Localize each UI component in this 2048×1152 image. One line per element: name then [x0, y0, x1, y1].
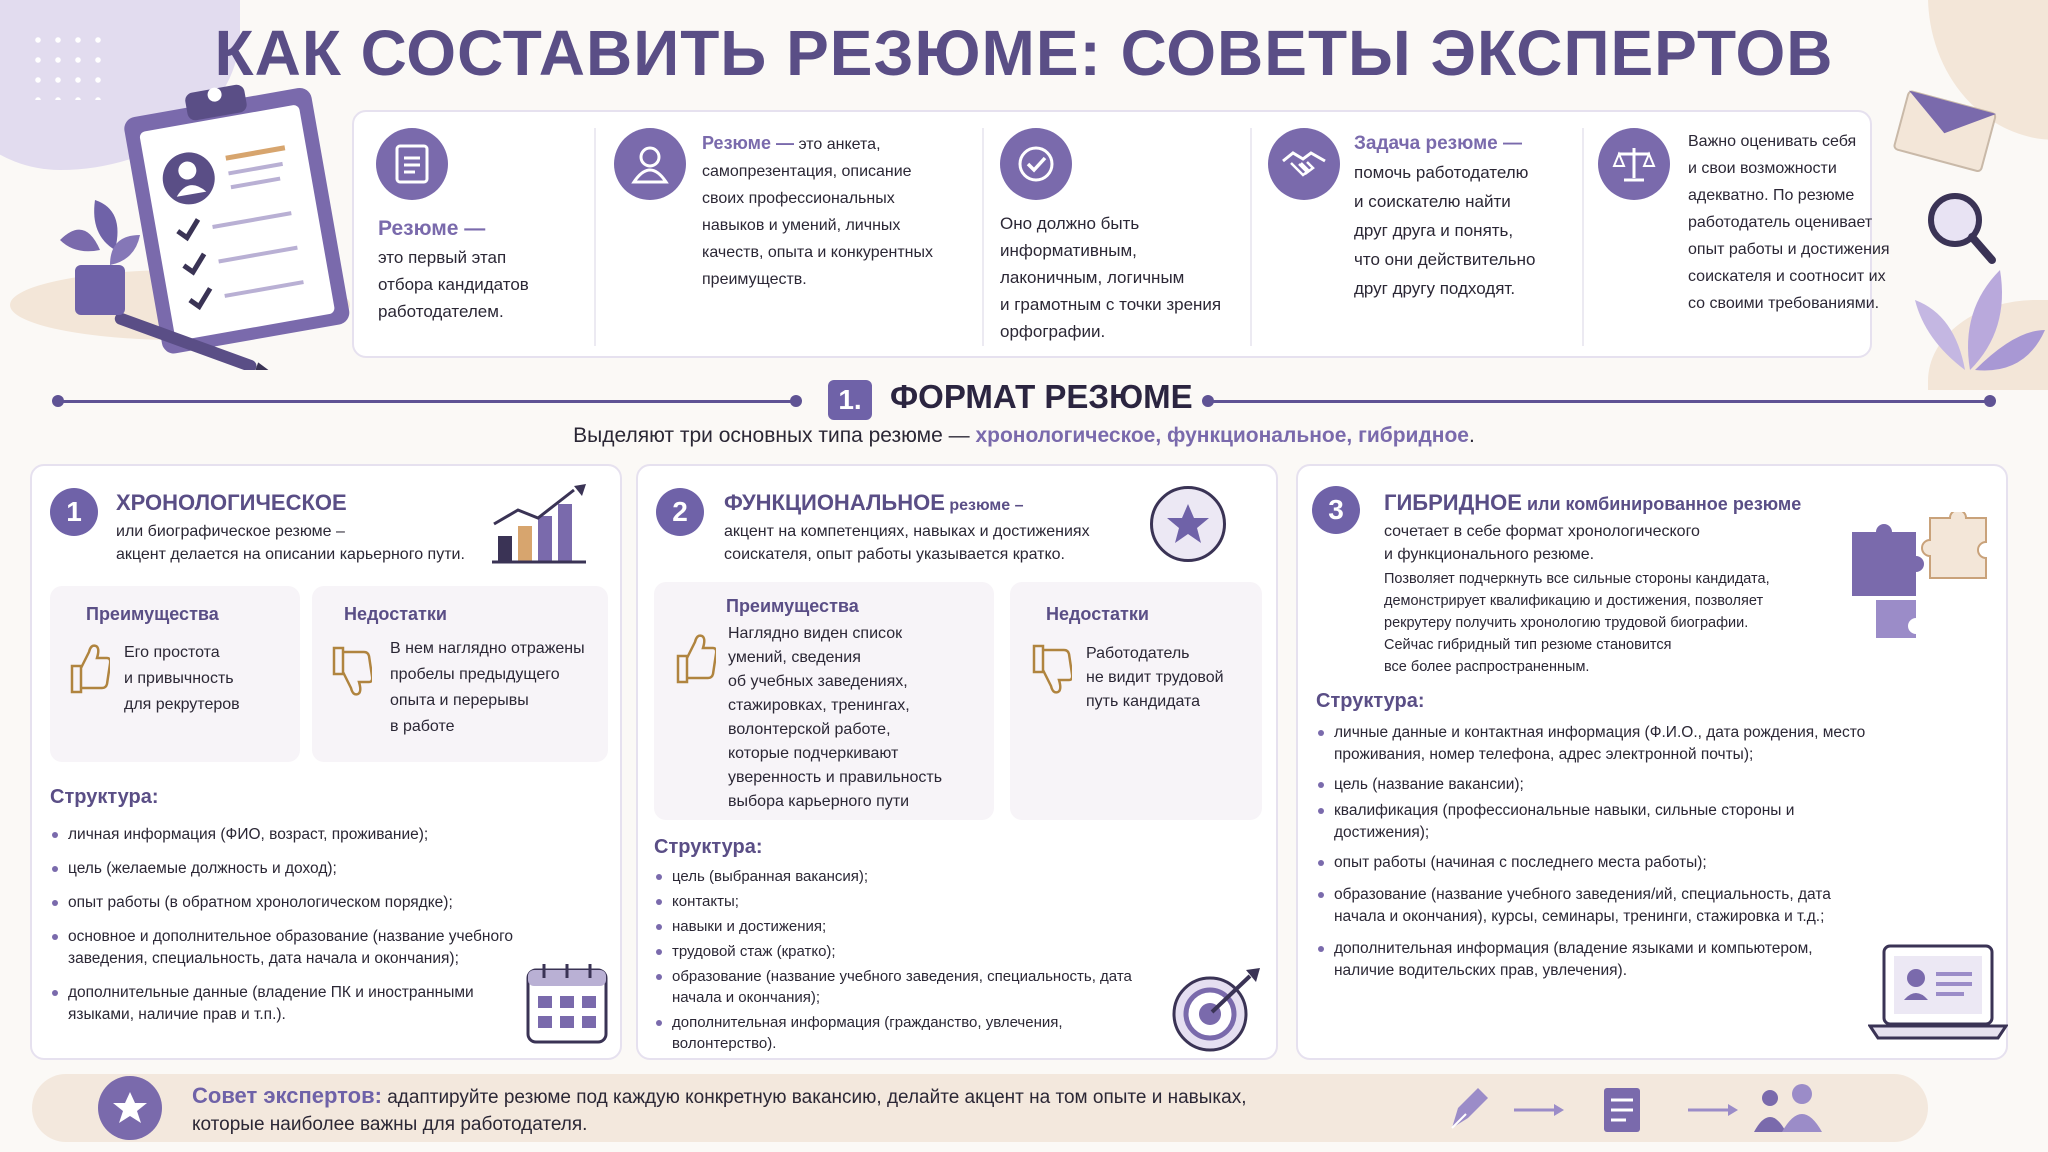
- process-icons: [1444, 1084, 1904, 1136]
- list-item: дополнительная информация (гражданство, увлечения, волонтерство).: [654, 1012, 1154, 1054]
- expert-tip-line: адаптируйте резюме под каждую конкретную вакансию, делайте акцент на том опыте и навыках,: [381, 1087, 1247, 1108]
- intro-text: и свои возможности: [1688, 160, 1837, 177]
- intro-text: отбора кандидатов: [378, 275, 529, 294]
- arrow-icon: [1514, 1104, 1564, 1116]
- intro-text: информативным,: [1000, 241, 1137, 260]
- cons-box: [312, 586, 608, 762]
- card-title-suffix: резюме –: [944, 497, 1024, 514]
- intro-text: лаконичным, логичным: [1000, 268, 1185, 287]
- section-line-dot: [790, 395, 802, 407]
- star-icon: [98, 1076, 162, 1140]
- handshake-icon: [1268, 128, 1340, 200]
- subtitle-accent: хронологическое, функциональное, гибридное: [975, 424, 1469, 447]
- intro-col1-head: Резюме —: [378, 217, 486, 240]
- card-desc: [724, 520, 1090, 566]
- document-icon: [376, 128, 448, 200]
- cons-line: В нем наглядно отражены: [390, 640, 585, 657]
- cons-box: [1010, 582, 1262, 820]
- target-icon: [1170, 966, 1266, 1052]
- intro-text: что они действительно: [1354, 250, 1536, 269]
- arrow-icon: [1688, 1104, 1738, 1116]
- intro-text: Оно должно быть: [1000, 214, 1140, 233]
- thumbs-down-icon: [330, 644, 372, 698]
- puzzle-icon: [1846, 512, 1996, 642]
- card-desc-line: рекрутеру получить хронологию трудовой биографии.: [1384, 615, 1749, 631]
- card-desc-line: Позволяет подчеркнуть все сильные стороны кандидата,: [1384, 571, 1770, 587]
- card-number: 3: [1312, 486, 1360, 534]
- card-title-row: [1384, 490, 1801, 516]
- scales-icon: [1598, 128, 1670, 200]
- section-line: [58, 400, 798, 403]
- divider: [1250, 128, 1252, 346]
- intro-text: качеств, опыта и конкурентных: [702, 244, 933, 261]
- subtitle-text: Выделяют три основных типа резюме —: [573, 424, 976, 447]
- intro-col2-head: Резюме —: [702, 133, 794, 153]
- card-functional: [636, 464, 1278, 1060]
- card-desc-line: и функционального резюме.: [1384, 546, 1595, 563]
- section-number: 1.: [828, 380, 872, 420]
- divider: [1582, 128, 1584, 346]
- intro-text: опыт работы и достижения: [1688, 241, 1890, 258]
- cons-line: опыта и перерывы: [390, 692, 529, 709]
- intro-col-5: [1598, 128, 1890, 342]
- intro-text: друг другу подходят.: [1354, 279, 1516, 298]
- pros-text: [124, 640, 240, 718]
- pros-line: стажировках, тренингах,: [728, 697, 910, 714]
- cons-line: путь кандидата: [1086, 693, 1201, 710]
- intro-text: навыков и умений, личных: [702, 217, 901, 234]
- intro-text: и грамотным с точки зрения: [1000, 295, 1222, 314]
- list-item: цель (название вакансии);: [1316, 774, 1876, 796]
- list-item: цель (желаемые должность и доход);: [50, 858, 550, 880]
- person-icon: [614, 128, 686, 200]
- intro-text: работодателем.: [378, 302, 504, 321]
- card-title: ГИБРИДНОЕ: [1384, 490, 1522, 515]
- list-item: дополнительная информация (владение языками и компьютером, наличие водительских прав, увлечения).: [1316, 938, 1876, 982]
- thumbs-up-icon: [68, 642, 110, 696]
- document-icon: [1604, 1088, 1640, 1132]
- structure-list: [654, 866, 1154, 1058]
- list-item: квалификация (профессиональные навыки, сильные стороны и достижения);: [1316, 800, 1876, 844]
- list-item: дополнительные данные (владение ПК и иностранными языками, наличие прав и т.п.).: [50, 982, 510, 1026]
- pros-line: для рекрутеров: [124, 696, 240, 713]
- list-item: трудовой стаж (кратко);: [654, 941, 1154, 962]
- pros-line: об учебных заведениях,: [728, 673, 908, 690]
- cons-line: в работе: [390, 718, 455, 735]
- thumbs-down-icon: [1030, 642, 1072, 696]
- intro-col-4: [1268, 128, 1586, 342]
- intro-text: помочь работодателю: [1354, 163, 1529, 182]
- structure-label: Структура:: [1316, 690, 1425, 712]
- pros-label: Преимущества: [726, 596, 859, 616]
- thumbs-up-icon: [674, 632, 716, 686]
- intro-text: со своими требованиями.: [1688, 295, 1880, 312]
- intro-col4-head: Задача резюме —: [1354, 133, 1522, 154]
- list-item: цель (выбранная вакансия);: [654, 866, 1154, 887]
- list-item: основное и дополнительное образование (название учебного заведения, специальность, дата начала и окончания);: [50, 926, 550, 970]
- section-line-dot: [52, 395, 64, 407]
- structure-list: [1316, 722, 1876, 994]
- list-item: опыт работы (начиная с последнего места работы);: [1316, 852, 1876, 874]
- intro-text: работодатель оценивает: [1688, 214, 1873, 231]
- intro-text: самопрезентация, описание: [702, 163, 912, 180]
- list-item: личная информация (ФИО, возраст, проживание);: [50, 824, 550, 846]
- intro-col-3: [1000, 128, 1260, 342]
- card-title: ХРОНОЛОГИЧЕСКОЕ: [116, 490, 347, 515]
- intro-text: адекватно. По резюме: [1688, 187, 1855, 204]
- card-desc-line: соискателя, опыт работы указывается кратко.: [724, 546, 1065, 563]
- card-number: 2: [656, 488, 704, 536]
- intro-col-2: [614, 128, 974, 342]
- section-line-dot: [1984, 395, 1996, 407]
- list-item: опыт работы (в обратном хронологическом порядке);: [50, 892, 550, 914]
- calendar-icon: [524, 960, 610, 1046]
- card-title-suffix: или комбинированное резюме: [1521, 494, 1802, 514]
- card-desc-line: все более распространенным.: [1384, 659, 1590, 675]
- pen-icon: [1452, 1088, 1488, 1128]
- card-desc-line: или биографическое резюме –: [116, 523, 345, 540]
- clipboard-illustration: [40, 70, 360, 370]
- card-chronological: [30, 464, 622, 1060]
- list-item: образование (название учебного заведения, специальность, дата начала и окончания);: [654, 966, 1154, 1008]
- cons-text: [1086, 642, 1224, 714]
- card-desc-line: акцент делается на описании карьерного пути.: [116, 546, 465, 563]
- section-line-dot: [1202, 395, 1214, 407]
- pros-line: и привычность: [124, 670, 234, 687]
- intro-text: орфографии.: [1000, 322, 1106, 341]
- pros-line: которые подчеркивают: [728, 745, 899, 762]
- intro-text: и соискателю найти: [1354, 192, 1511, 211]
- card-desc: [1384, 520, 1700, 566]
- section-title: ФОРМАТ РЕЗЮМЕ: [890, 378, 1193, 415]
- list-item: образование (название учебного заведения/ий, специальность, дата начала и окончания), курсы, семинары, тренинги, стажировка и т.д.;: [1316, 884, 1876, 928]
- subtitle-text: .: [1468, 424, 1475, 447]
- cons-line: пробелы предыдущего: [390, 666, 560, 683]
- intro-text: соискателя и соотносит их: [1688, 268, 1886, 285]
- laptop-icon: [1868, 942, 2008, 1044]
- structure-label: Структура:: [50, 786, 159, 808]
- section-subtitle: [0, 424, 2048, 448]
- list-item: личные данные и контактная информация (Ф.И.О., дата рождения, место проживания, номер телефона, адрес электронной почты);: [1316, 722, 1876, 766]
- expert-tip-line: которые наиболее важны для работодателя.: [192, 1114, 588, 1135]
- cons-label: Недостатки: [1046, 604, 1149, 624]
- pros-line: умений, сведения: [728, 649, 861, 666]
- pros-line: волонтерской работе,: [728, 721, 891, 738]
- card-desc-extra: [1384, 568, 1770, 678]
- people-icon: [1754, 1084, 1822, 1132]
- intro-text: своих профессиональных: [702, 190, 895, 207]
- star-icon: [1150, 486, 1226, 562]
- pros-line: Наглядно виден список: [728, 625, 903, 642]
- pros-box: [50, 586, 300, 762]
- structure-list: [50, 824, 550, 1038]
- section-line: [1210, 400, 1990, 403]
- pros-line: Его простота: [124, 644, 220, 661]
- expert-tip-bar: [32, 1074, 1928, 1142]
- card-title-row: [724, 490, 1024, 516]
- pros-line: выбора карьерного пути: [728, 793, 910, 810]
- pros-label: Преимущества: [86, 604, 219, 624]
- card-desc-line: демонстрирует квалификацию и достижения, позволяет: [1384, 593, 1764, 609]
- card-desc: [116, 520, 465, 566]
- pros-line: уверенность и правильность: [728, 769, 943, 786]
- cons-text: [390, 636, 585, 740]
- card-desc-line: сочетает в себе формат хронологического: [1384, 523, 1700, 540]
- expert-tip-label: Совет экспертов:: [192, 1083, 382, 1108]
- page-title: КАК СОСТАВИТЬ РЕЗЮМЕ: СОВЕТЫ ЭКСПЕРТОВ: [214, 17, 1834, 89]
- cons-label: Недостатки: [344, 604, 447, 624]
- cons-line: не видит трудовой: [1086, 669, 1224, 686]
- pros-text: [728, 622, 942, 814]
- cons-line: Работодатель: [1086, 645, 1190, 662]
- pros-box: [654, 582, 994, 820]
- intro-text: это первый этап: [378, 248, 507, 267]
- chart-icon: [490, 484, 590, 566]
- card-desc-line: акцент на компетенциях, навыках и достижениях: [724, 523, 1090, 540]
- card-number: 1: [50, 488, 98, 536]
- card-hybrid: [1296, 464, 2008, 1060]
- card-title: ФУНКЦИОНАЛЬНОЕ: [724, 490, 945, 515]
- card-desc-line: Сейчас гибридный тип резюме становится: [1384, 637, 1672, 653]
- checkmark-icon: [1000, 128, 1072, 200]
- intro-text: Важно оценивать себя: [1688, 133, 1857, 150]
- intro-text: преимуществ.: [702, 271, 807, 288]
- structure-label: Структура:: [654, 836, 763, 858]
- list-item: контакты;: [654, 891, 1154, 912]
- divider: [594, 128, 596, 346]
- intro-text: это анкета,: [798, 136, 881, 153]
- expert-tip-text: [192, 1082, 1247, 1138]
- intro-col-1: [370, 128, 570, 342]
- divider: [982, 128, 984, 346]
- intro-box: [352, 110, 1890, 358]
- intro-text: друг друга и понять,: [1354, 221, 1514, 240]
- list-item: навыки и достижения;: [654, 916, 1154, 937]
